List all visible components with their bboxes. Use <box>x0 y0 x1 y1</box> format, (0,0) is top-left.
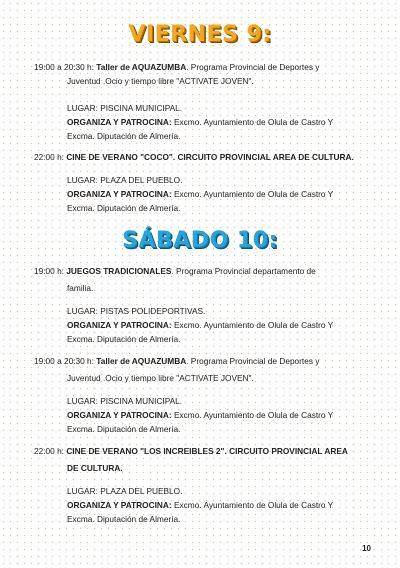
saturday-event-cine <box>34 444 374 475</box>
saturday-event-juegos <box>34 264 374 295</box>
event-title: CINE DE VERANO "LOS INCREIBLES 2". CIRCUITO PROVINCIAL AREA <box>66 446 348 456</box>
saturday-cine-details <box>34 484 374 526</box>
organizer-text: Excmo. Ayuntamiento de Olula de Castro Y <box>171 189 334 199</box>
event-time: 19:00 h: <box>34 266 64 276</box>
organizer-text-cont: Excma. Diputación de Almería. <box>67 131 181 141</box>
event-location: LUGAR: PISCINA MUNICIPAL. <box>67 396 183 406</box>
event-description: . Programa Provincial departamento de <box>171 266 316 276</box>
event-line <box>34 444 374 458</box>
saturday-heading: SÁBADO 10: <box>122 228 278 253</box>
event-description: . Programa Provincial de Deportes y <box>186 62 320 72</box>
event-title: Taller de AQUAZUMBA <box>96 62 187 72</box>
saturday-juegos-details <box>34 304 374 346</box>
event-organizer <box>34 498 374 512</box>
organizer-label: ORGANIZA Y PATROCINA: <box>67 410 172 420</box>
event-title-cont: DE CULTURA. <box>67 463 123 473</box>
event-organizer <box>34 408 374 422</box>
event-organizer <box>34 187 374 201</box>
event-location: LUGAR: PISTAS POLIDEPORTIVAS. <box>67 306 206 316</box>
event-organizer <box>34 115 374 129</box>
friday-event-cine <box>34 150 374 164</box>
organizer-label: ORGANIZA Y PATROCINA: <box>67 320 172 330</box>
event-location: LUGAR: PLAZA DEL PUEBLO. <box>67 486 183 496</box>
event-line <box>34 354 374 368</box>
friday-event-aquazumba <box>34 60 374 88</box>
event-time: 22:00 h: <box>34 152 64 162</box>
event-title: JUEGOS TRADICIONALES <box>66 266 172 276</box>
event-organizer <box>34 318 374 332</box>
saturday-event-aquazumba <box>34 354 374 385</box>
organizer-label: ORGANIZA Y PATROCINA: <box>67 117 172 127</box>
organizer-text-cont: Excma. Diputación de Almería. <box>67 514 181 524</box>
event-description-cont: Juventud .Ocio y tiempo libre "ACTIVATE JOVEN". <box>67 373 254 383</box>
organizer-text: Excmo. Ayuntamiento de Olula de Castro Y <box>171 117 334 127</box>
organizer-label: ORGANIZA Y PATROCINA: <box>67 189 172 199</box>
friday-aquazumba-details <box>34 101 374 143</box>
event-time: 19:00 a 20:30 h: <box>34 356 94 366</box>
friday-cine-details <box>34 173 374 215</box>
event-location: LUGAR: PLAZA DEL PUEBLO. <box>67 175 183 185</box>
page-number: 10 <box>362 544 371 553</box>
friday-heading: VIERNES 9: <box>128 22 272 47</box>
organizer-label: ORGANIZA Y PATROCINA: <box>67 500 172 510</box>
event-description: . Programa Provincial de Deportes y <box>186 356 320 366</box>
organizer-text: Excmo. Ayuntamiento de Olula de Castro Y <box>171 320 334 330</box>
saturday-aquazumba-details <box>34 394 374 436</box>
event-time: 19:00 a 20:30 h: <box>34 62 94 72</box>
event-title: CINE DE VERANO "COCO". CIRCUITO PROVINCIAL AREA DE CULTURA. <box>66 152 354 162</box>
event-time: 22:00 h: <box>34 446 64 456</box>
event-location: LUGAR: PISCINA MUNICIPAL. <box>67 103 183 113</box>
event-title: Taller de AQUAZUMBA <box>96 356 187 366</box>
event-line <box>34 264 374 278</box>
organizer-text-cont: Excma. Diputación de Almería. <box>67 203 181 213</box>
organizer-text: Excmo. Ayuntamiento de Olula de Castro Y <box>171 410 334 420</box>
event-description-cont: familia. <box>67 283 94 293</box>
event-line <box>34 150 374 164</box>
organizer-text: Excmo. Ayuntamiento de Olula de Castro Y <box>171 500 334 510</box>
organizer-text-cont: Excma. Diputación de Almería. <box>67 424 181 434</box>
organizer-text-cont: Excma. Diputación de Almería. <box>67 334 181 344</box>
event-line <box>34 60 374 74</box>
event-description-cont: Juventud .Ocio y tiempo libre "ACTIVATE JOVEN". <box>67 76 254 86</box>
